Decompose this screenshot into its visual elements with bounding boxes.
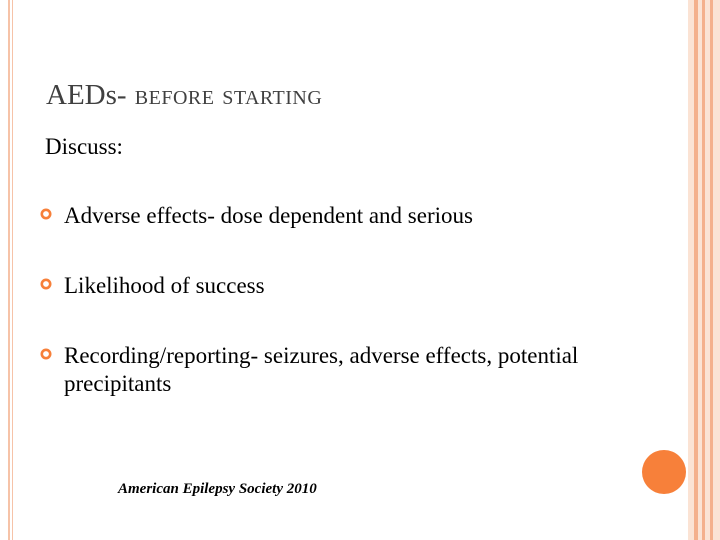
bullet-text: Adverse effects- dose dependent and serious xyxy=(64,203,473,228)
source-citation: American Epilepsy Society 2010 xyxy=(118,481,317,497)
ring-bullet-icon xyxy=(40,348,52,360)
bullet-item xyxy=(40,342,640,398)
left-decor-bar-thin xyxy=(12,0,13,540)
title-main: AEDs xyxy=(46,79,117,111)
bullet-item xyxy=(40,202,640,230)
ring-bullet-icon xyxy=(40,208,52,220)
orange-circle-icon xyxy=(642,450,686,494)
ring-bullet-icon xyxy=(40,278,52,290)
bullet-text: Likelihood of success xyxy=(64,273,265,298)
bullet-text: Recording/reporting- seizures, adverse effects, potential precipitants xyxy=(64,343,579,396)
slide-title xyxy=(46,78,322,112)
right-decor-bar xyxy=(710,0,713,540)
intro-text: Discuss: xyxy=(45,134,123,159)
right-decor-bar xyxy=(694,0,698,540)
left-decor-bar xyxy=(8,0,10,540)
bullet-item xyxy=(40,272,640,300)
title-rest: - before starting xyxy=(116,79,323,111)
right-decor-bar xyxy=(702,0,705,540)
